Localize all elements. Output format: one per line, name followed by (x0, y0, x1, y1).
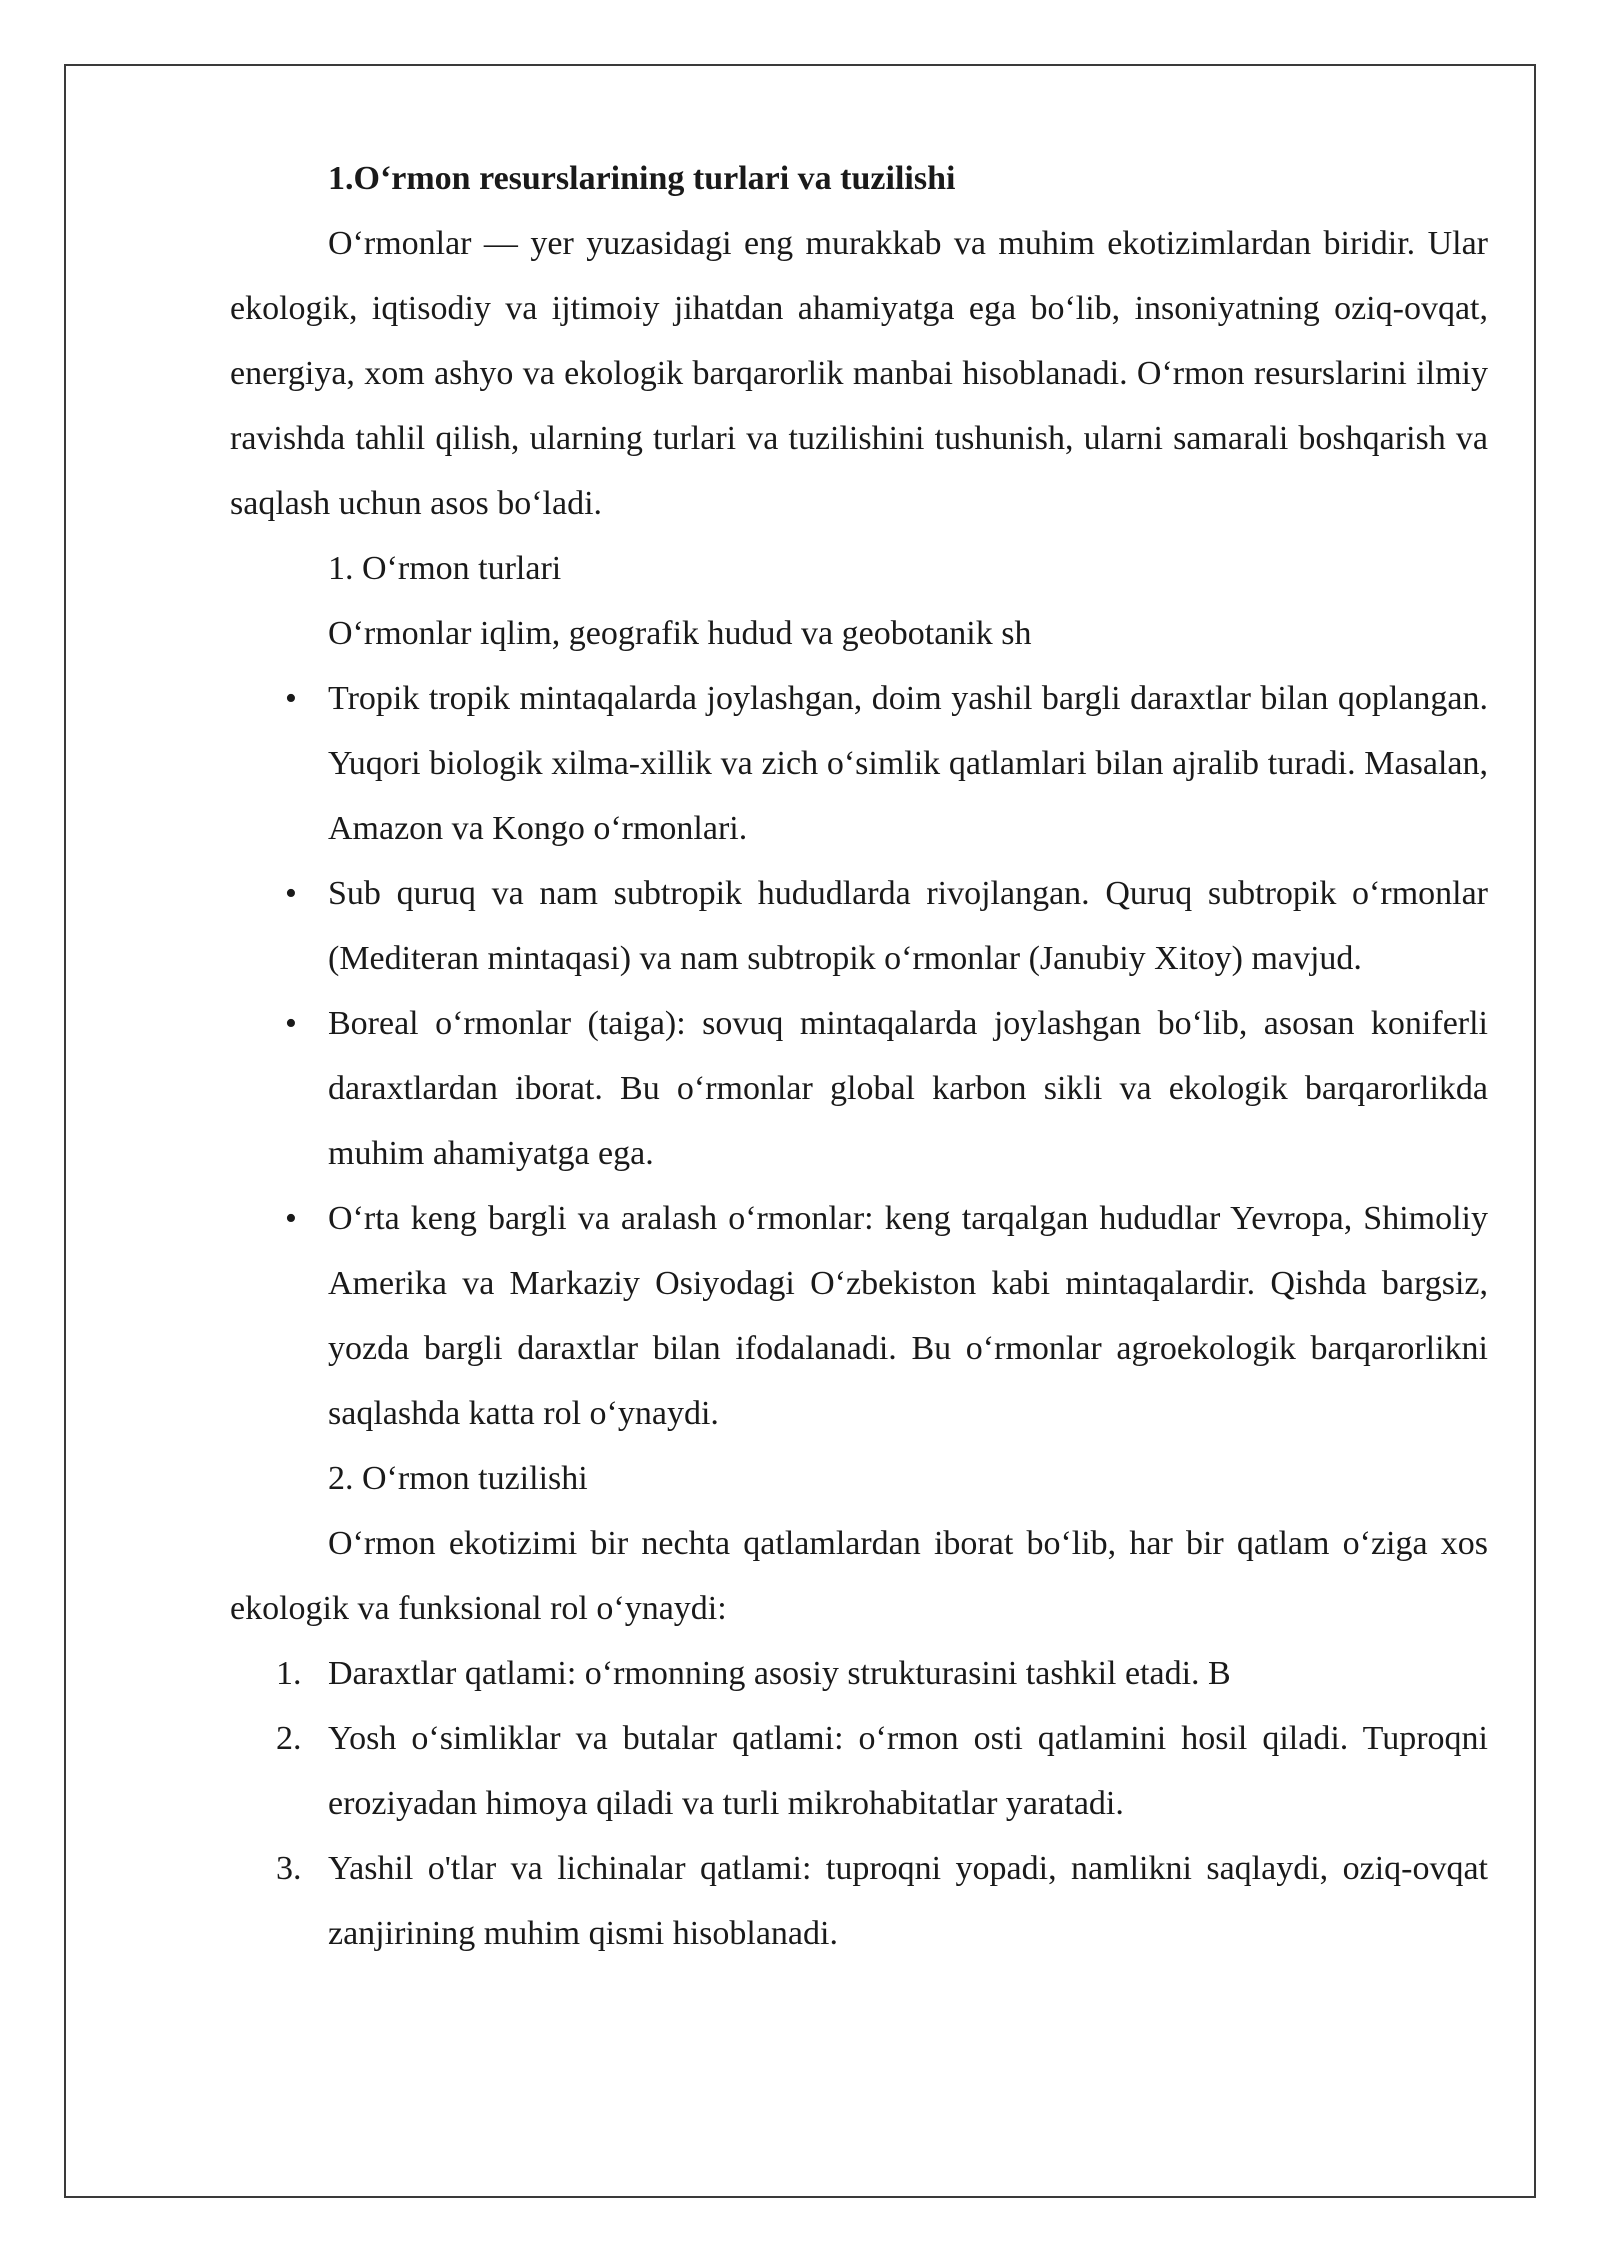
item-number: 2. (276, 1720, 302, 1757)
section-2-title: 2. O‘rmon tuzilishi (328, 1460, 588, 1497)
list-item (230, 1186, 1488, 1446)
forest-layers-list (230, 1641, 1488, 1966)
bullet-icon: • (285, 1005, 297, 1042)
bullet-icon: • (285, 875, 297, 912)
list-item (230, 991, 1488, 1186)
list-item-text: Tropik tropik mintaqalarda joylashgan, doim yashil bargli daraxtlar bilan qoplangan. Yuqori biologik xilma-xillik va zich o‘simlik qatlamlari bilan ajralib turadi. Masalan, Amazon va Kongo o‘rmonlari. (328, 680, 1488, 847)
numbered-item (230, 1706, 1488, 1836)
numbered-item-text: Yashil o'tlar va lichinalar qatlami: tuproqni yopadi, namlikni saqlaydi, oziq-ovqat zanjirining muhim qismi hisoblanadi. (328, 1850, 1488, 1952)
list-item (230, 861, 1488, 991)
list-item-text: Sub quruq va nam subtropik hududlarda rivojlangan. Quruq subtropik o‘rmonlar (Mediteran mintaqasi) va nam subtropik o‘rmonlar (Janubiy Xitoy) mavjud. (328, 875, 1488, 977)
numbered-item-text: Yosh o‘simliklar va butalar qatlami: o‘rmon osti qatlamini hosil qiladi. Tuproqni eroziyadan himoya qiladi va turli mikrohabitatlar yaratadi. (328, 1720, 1488, 1822)
document-heading: 1.O‘rmon resurslarining turlari va tuzilishi (328, 160, 956, 197)
intro-paragraph: O‘rmonlar — yer yuzasidagi eng murakkab va muhim ekotizimlardan biridir. Ular ekologik, iqtisodiy va ijtimoiy jihatdan ahamiyatga ega bo‘lib, insoniyatning oziq-ovqat, energiya, xom ashyo va ekologik barqarorlik manbai hisoblanadi. O‘rmon resurslarini ilmiy ravishda tahlil qilish, ularning turlari va tuzilishini tushunish, ularni samarali boshqarish va saqlash uchun asos bo‘ladi. (230, 225, 1488, 522)
forest-types-list (230, 666, 1488, 1446)
list-item (230, 666, 1488, 861)
section-2-intro: O‘rmon ekotizimi bir nechta qatlamlardan iborat bo‘lib, har bir qatlam o‘ziga xos ekologik va funksional rol o‘ynaydi: (230, 1525, 1488, 1627)
document-body (230, 146, 1488, 1966)
bullet-icon: • (285, 680, 297, 717)
section-1-intro: O‘rmonlar iqlim, geografik hudud va geobotanik sh (328, 615, 1032, 652)
section-1-title: 1. O‘rmon turlari (328, 550, 562, 587)
numbered-item (230, 1836, 1488, 1966)
item-number: 1. (276, 1655, 302, 1692)
list-item-text: Boreal o‘rmonlar (taiga): sovuq mintaqalarda joylashgan bo‘lib, asosan koniferli daraxtlardan iborat. Bu o‘rmonlar global karbon sikli va ekologik barqarorlikda muhim ahamiyatga ega. (328, 1005, 1488, 1172)
numbered-item-text: Daraxtlar qatlami: o‘rmonning asosiy strukturasini tashkil etadi. B (328, 1655, 1231, 1692)
item-number: 3. (276, 1850, 302, 1887)
bullet-icon: • (285, 1200, 297, 1237)
list-item-text: O‘rta keng bargli va aralash o‘rmonlar: keng tarqalgan hududlar Yevropa, Shimoliy Amerika va Markaziy Osiyodagi O‘zbekiston kabi mintaqalardir. Qishda bargsiz, yozda bargli daraxtlar bilan ifodalanadi. Bu o‘rmonlar agroekologik barqarorlikni saqlashda katta rol o‘ynaydi. (328, 1200, 1488, 1432)
numbered-item (230, 1641, 1488, 1706)
